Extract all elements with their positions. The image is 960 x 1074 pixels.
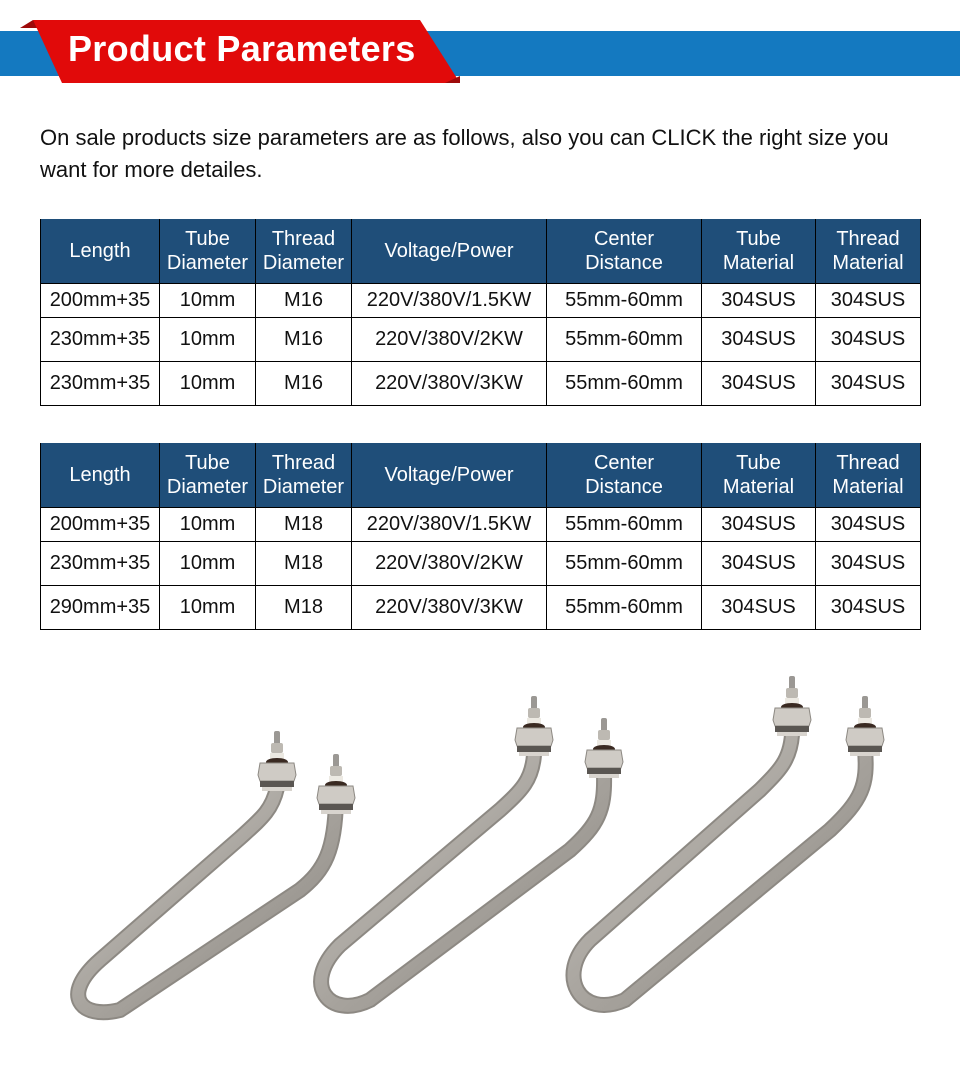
section-banner [0,0,960,100]
cell-tube-diameter: 10mm [160,508,256,542]
cell-center-distance: 55mm-60mm [547,508,702,542]
table-row[interactable] [41,586,921,630]
cell-thread-diameter: M18 [256,542,352,586]
cell-tube-diameter: 10mm [160,586,256,630]
cell-center-distance: 55mm-60mm [547,542,702,586]
cell-length[interactable]: 230mm+35 [41,542,160,586]
header-length: Length [41,443,160,508]
cell-voltage-power: 220V/380V/2KW [352,542,547,586]
cell-thread-diameter: M18 [256,586,352,630]
table-row[interactable] [41,508,921,542]
cell-center-distance: 55mm-60mm [547,318,702,362]
cell-length[interactable]: 200mm+35 [41,284,160,318]
cell-length[interactable]: 230mm+35 [41,318,160,362]
header-tube-material: Tube Material [702,219,816,284]
header-tube-diameter: Tube Diameter [160,443,256,508]
cell-thread-material: 304SUS [816,542,921,586]
parameters-table-m18 [40,443,921,630]
cell-tube-diameter: 10mm [160,362,256,406]
cell-thread-material: 304SUS [816,362,921,406]
product-photo [0,640,960,1074]
header-tube-diameter: Tube Diameter [160,219,256,284]
cell-length[interactable]: 200mm+35 [41,508,160,542]
cell-thread-material: 304SUS [816,318,921,362]
header-voltage-power: Voltage/Power [352,219,547,284]
header-length: Length [41,219,160,284]
parameters-table-m16 [40,219,921,406]
cell-voltage-power: 220V/380V/1.5KW [352,508,547,542]
cell-length[interactable]: 230mm+35 [41,362,160,406]
heating-element-small [78,731,355,1012]
cell-tube-material: 304SUS [702,542,816,586]
cell-thread-diameter: M16 [256,284,352,318]
intro-text: On sale products size parameters are as follows, also you can CLICK the right size you want for more detailes. [40,125,889,182]
heating-element-large [574,676,884,1005]
header-voltage-power: Voltage/Power [352,443,547,508]
cell-thread-diameter: M18 [256,508,352,542]
table-row[interactable] [41,318,921,362]
table-row[interactable] [41,542,921,586]
cell-voltage-power: 220V/380V/3KW [352,586,547,630]
cell-thread-diameter: M16 [256,362,352,406]
cell-tube-material: 304SUS [702,284,816,318]
header-thread-diameter: Thread Diameter [256,443,352,508]
cell-center-distance: 55mm-60mm [547,284,702,318]
table-header-row [41,443,921,508]
cell-thread-material: 304SUS [816,586,921,630]
cell-thread-material: 304SUS [816,508,921,542]
cell-tube-material: 304SUS [702,362,816,406]
cell-tube-diameter: 10mm [160,318,256,362]
cell-center-distance: 55mm-60mm [547,362,702,406]
cell-tube-material: 304SUS [702,586,816,630]
header-center-distance: Center Distance [547,443,702,508]
cell-tube-diameter: 10mm [160,542,256,586]
cell-center-distance: 55mm-60mm [547,586,702,630]
table-row[interactable] [41,284,921,318]
header-center-distance: Center Distance [547,219,702,284]
header-thread-material: Thread Material [816,219,921,284]
header-tube-material: Tube Material [702,443,816,508]
cell-length[interactable]: 290mm+35 [41,586,160,630]
header-thread-diameter: Thread Diameter [256,219,352,284]
section-title: Product Parameters [68,28,416,69]
cell-tube-diameter: 10mm [160,284,256,318]
cell-voltage-power: 220V/380V/3KW [352,362,547,406]
table-row[interactable] [41,362,921,406]
cell-thread-diameter: M16 [256,318,352,362]
cell-thread-material: 304SUS [816,284,921,318]
cell-tube-material: 304SUS [702,508,816,542]
header-thread-material: Thread Material [816,443,921,508]
cell-voltage-power: 220V/380V/2KW [352,318,547,362]
cell-tube-material: 304SUS [702,318,816,362]
table-header-row [41,219,921,284]
cell-voltage-power: 220V/380V/1.5KW [352,284,547,318]
